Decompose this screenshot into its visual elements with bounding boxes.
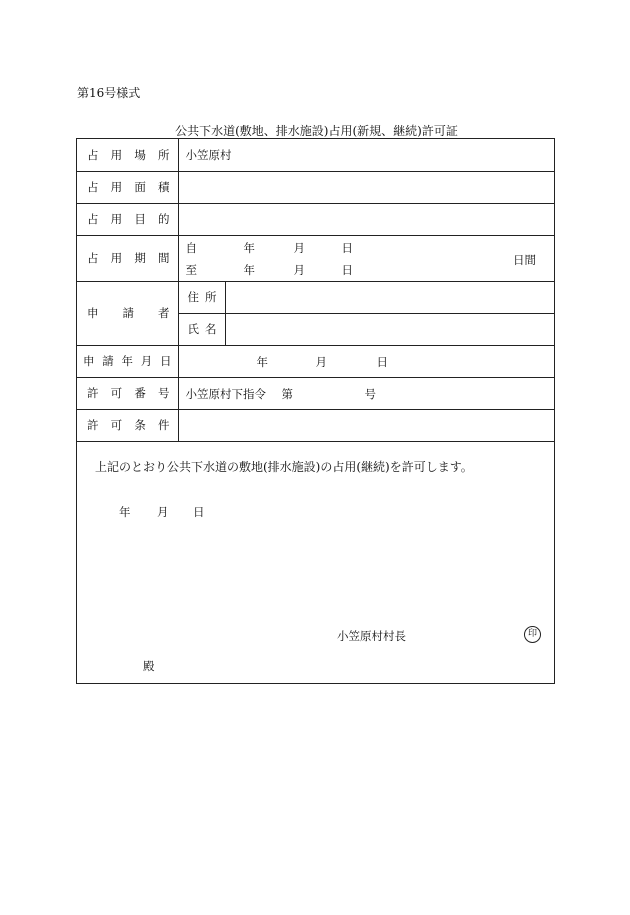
value-application-date[interactable]: 年 月 日 (178, 345, 554, 377)
label-place: 占 用 場 所 (77, 139, 178, 171)
label-area: 占 用 面 積 (77, 171, 178, 203)
form-title: 公共下水道(敷地、排水施設)占用(新規、継続)許可証 (175, 124, 458, 138)
label-permit-number: 許 可 番 号 (77, 377, 178, 409)
days-label: 日間 (513, 252, 536, 267)
form-table (77, 139, 554, 442)
value-conditions[interactable] (178, 409, 554, 441)
row-period (77, 235, 554, 281)
label-purpose: 占 用 目 的 (77, 203, 178, 235)
value-permit-number[interactable]: 小笠原村下指令 第 号 (178, 377, 554, 409)
label-name: 氏 名 (178, 313, 225, 345)
row-place (77, 139, 554, 171)
value-period[interactable]: 自 年 月 日 至 年 月 日 日間 (178, 235, 554, 281)
row-purpose (77, 203, 554, 235)
permit-statement-area: 上記のとおり公共下水道の敷地(排水施設)の占用(継続)を許可します。 年 月 日 小笠原村村長 印 殿 (77, 442, 554, 688)
value-place[interactable]: 小笠原村 (178, 139, 554, 171)
label-address: 住 所 (178, 281, 225, 313)
label-conditions: 許 可 条 件 (77, 409, 178, 441)
row-application-date (77, 345, 554, 377)
seal-icon: 印 (524, 626, 541, 643)
row-area (77, 171, 554, 203)
permit-form (76, 138, 555, 684)
value-address[interactable] (225, 281, 554, 313)
form-number: 第16号様式 (77, 86, 141, 100)
value-name[interactable] (225, 313, 554, 345)
permit-notice: 上記のとおり公共下水道の敷地(排水施設)の占用(継続)を許可します。 (95, 459, 473, 474)
label-period: 占 用 期 間 (77, 235, 178, 281)
issuer: 小笠原村村長 (337, 628, 406, 643)
row-conditions (77, 409, 554, 441)
value-area[interactable] (178, 171, 554, 203)
row-permit-number (77, 377, 554, 409)
row-applicant-address (77, 281, 554, 313)
label-application-date: 申 請 年 月 日 (77, 345, 178, 377)
label-applicant: 申 請 者 (77, 281, 178, 345)
value-purpose[interactable] (178, 203, 554, 235)
addressee: 殿 (143, 658, 155, 673)
